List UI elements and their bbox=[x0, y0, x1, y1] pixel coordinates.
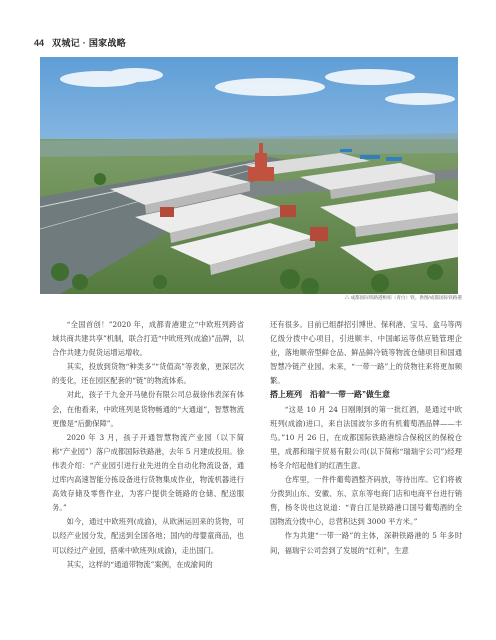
aerial-photo-logistics-park bbox=[40, 57, 458, 294]
paragraph: 对此，孩子干九金开马驰份有限公司总裁徐伟表深有体会，在他看来，中欧班列是货物畅通的“大通道”，智慧物流更像是“后勤保障”。 bbox=[52, 390, 244, 428]
page-header bbox=[34, 36, 126, 49]
left-column bbox=[52, 318, 244, 572]
paragraph: 2020 年 3 月，孩子开通智慧物流产业园（以下简称“产业园”）落户成都国际铁路港，去年 5 月建成投用。徐伟表介绍：“产业园引进行业先进的全自动化物流设备，通过库内高速智能分拣设备进行货物集成作业，物流机器进行高效存储及零售作业，为客户提供全链路的仓储、配送服务。” bbox=[52, 432, 244, 513]
paragraph: 仓库里，一件件葡萄酒整齐码放，等待出库。它们将被分拨到山东、安徽、东、京东等电商门店和电商平台进行销售，杨冬说也这说道：“青白江是铁路港口国号葡萄酒的全国物流分拨中心，总营积达到 3000 平方米。” bbox=[270, 475, 462, 527]
section-title: 双城记 · 国家战略 bbox=[52, 38, 127, 48]
page-number: 44 bbox=[34, 37, 45, 48]
photo-caption: △ 成都国际铁路港枢纽（青白）铁。供图/成都国际铁路港 bbox=[344, 295, 462, 300]
paragraph: 作为共建“一带一路”的主体，深耕铁路港的 5 年多时间，福瑞宇公司尝到了发展的“红利”，生意 bbox=[270, 531, 462, 555]
paragraph-continued: 还有很多。目前已组群招引博世、保利港、宝马、盒马等两亿级分拨中心项目，引进顺丰、中国邮运等供应链管理企业，落地顺帝型鲜仓品、鲜品鲜冷链等物流仓储项目和国通智慧冷链产业园。未来，“一带一路”上的货物往来将更加频繁。 bbox=[270, 320, 462, 386]
right-column bbox=[270, 318, 462, 558]
paragraph: 其实，投放到货物“种类多”“货值高”等表象，更深层次的变化，还在园区配套的“链”的物流体系。 bbox=[52, 362, 244, 386]
article-subheading: 搭上班列 沿着“一带一路”做生意 bbox=[270, 390, 390, 400]
paragraph: “这是 10 月 24 日刚刚到的第一批红酒，是通过中欧班列(成渝)进口，来自法国波尔多的有机葡萄酒品牌——丰鸟。”10 月 26 日，在成都国际铁路港综合保税区的保税仓里，成都和瑞宇贸易有限公司(以下简称“瑞瑞宇公司”)经理杨冬介绍起他们的红酒生意。 bbox=[270, 404, 462, 470]
paragraph: 如今，通过中欧班列(成渝)，从欧洲运回来的货物，可以经产业园分发，配送到全国各地；国内的母婴童商品，也可以经过产业园，搭乘中欧班列(成渝)，走出国门。 bbox=[52, 517, 244, 555]
paragraph: 其实，这样的“通道带物流”案例，在成渝间的 bbox=[66, 559, 213, 569]
paragraph: “全国首创！”2020 年，成都青港建立“中欧班列跨省域共商共建共享”机制，联合打造“中欧班列(成渝)”品牌，以合作共建力促货运增运增收。 bbox=[52, 320, 245, 358]
